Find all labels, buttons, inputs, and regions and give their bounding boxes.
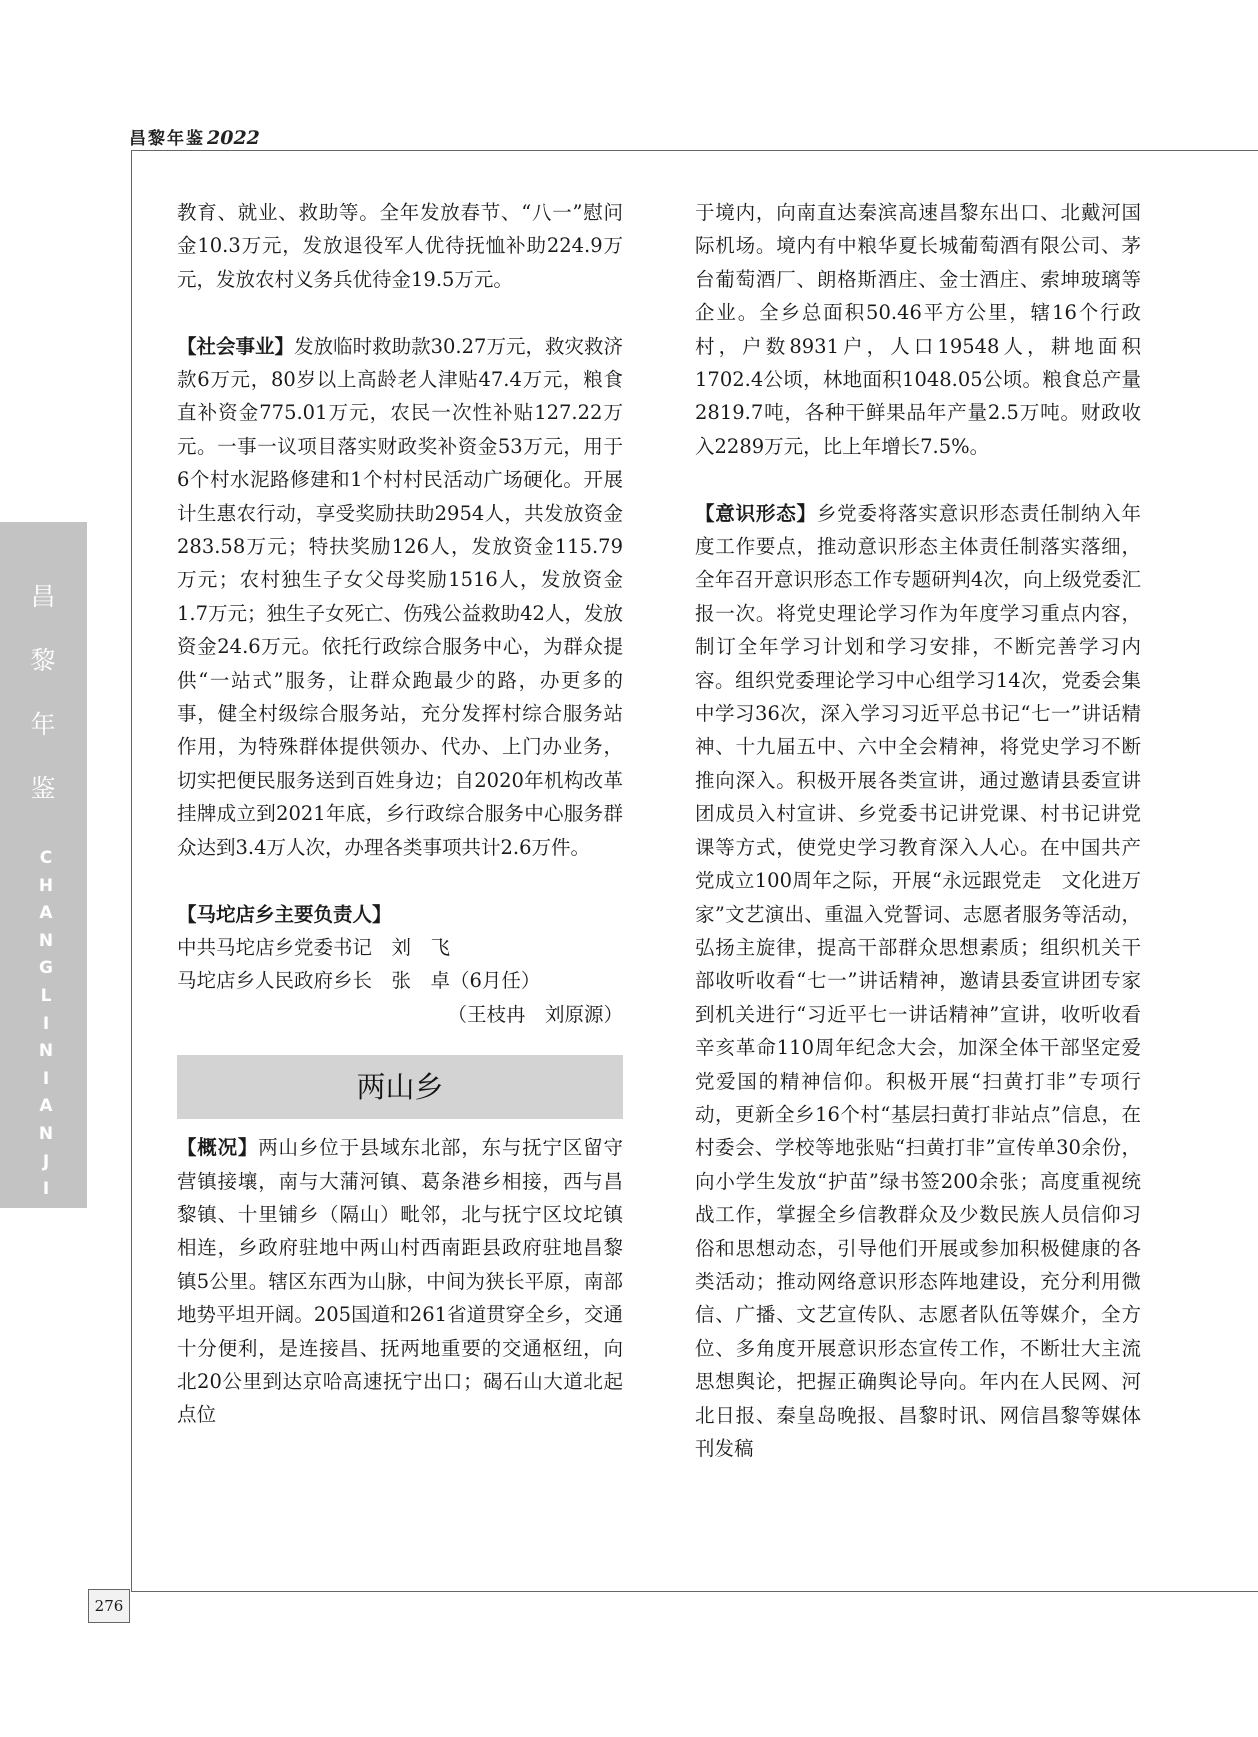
side-letter: A	[39, 1206, 53, 1227]
section-label: 【意识形态】	[695, 501, 817, 525]
paragraph-ideology	[695, 497, 1141, 1466]
side-letter: J	[42, 1151, 50, 1172]
paragraph-benefits: 教育、就业、救助等。全年发放春节、“八一”慰问金10.3万元，发放退役军人优待抚恤补助224.9万元，发放农村义务兵优待金19.5万元。	[177, 201, 623, 291]
side-letter: N	[38, 930, 54, 951]
side-tab-cn	[28, 565, 58, 821]
side-char: 年	[30, 710, 56, 739]
side-letter: I	[42, 1179, 50, 1200]
leader-township-head: 马坨店乡人民政府乡长 张 卓（6月任）	[177, 969, 541, 993]
paragraph-overview	[177, 1131, 623, 1432]
left-column	[177, 196, 623, 1432]
paragraph-overview-cont: 于境内，向南直达秦滨高速昌黎东出口、北戴河国际机场。境内有中粮华夏长城葡萄酒有限公司、茅台葡萄酒厂、朗格斯酒庄、金士酒庄、索坤玻璃等企业。全乡总面积50.46平方公里，辖16个行政村，户数8931户，人口19548人，耕地面积1702.4公顷，林地面积1048.05公顷。粮食总产量2819.7吨，各种干鲜果品年产量2.5万吨。财政收入2289万元，比上年增长7.5%。	[695, 201, 1141, 458]
side-char: 黎	[30, 646, 56, 675]
leader-party-secretary: 中共马坨店乡党委书记 刘 飞	[177, 935, 451, 959]
page-number: 276	[88, 1589, 130, 1623]
section-title-band: 两山乡	[177, 1055, 623, 1119]
section-label: 【社会事业】	[177, 334, 295, 358]
paragraph-social-affairs	[177, 330, 623, 865]
side-letter: A	[39, 1096, 53, 1117]
side-tab-en	[36, 845, 56, 1259]
frame-bottom-rule	[131, 1591, 1258, 1592]
right-column	[695, 196, 1141, 1465]
header-title: 昌黎年鉴	[129, 129, 205, 149]
side-letter: N	[38, 1123, 54, 1144]
paragraph-text: 两山乡位于县域东北部，东与抚宁区留守营镇接壤，南与大蒲河镇、葛条港乡相接，西与昌黎镇、十里铺乡（隔山）毗邻，北与抚宁区坟坨镇相连，乡政府驻地中两山村西南距县政府驻地昌黎镇5公里。辖区东西为山脉，中间为狭长平原，南部地势平坦开阔。205国道和261省道贯穿全乡，交通十分便利，是连接昌、抚两地重要的交通枢纽，向北20公里到达京哈高速抚宁出口；碣石山大道北起点位	[177, 1136, 623, 1427]
running-header	[129, 124, 260, 149]
paragraph-text: 乡党委将落实意识形态责任制纳入年度工作要点，推动意识形态主体责任制落实落细，全年召开意识形态工作专题研判4次，向上级党委汇报一次。将党史理论学习作为年度学习重点内容，制订全年学习计划和学习安排，不断完善学习内容。组织党委理论学习中心组学习14次，党委会集中学习36次，深入学习习近平总书记“七一”讲话精神、十九届五中、六中全会精神，将党史学习不断推向深入。积极开展各类宣讲，通过邀请县委宣讲团成员入村宣讲、乡党委书记讲党课、村书记讲党课等方式，使党史学习教育深入人心。在中国共产党成立100周年之际，开展“永远跟党走 文化进万家”文艺演出、重温入党誓词、志愿者服务等活动，弘扬主旋律，提高干部群众思想素质；组织机关干部收听收看“七一”讲话精神，邀请县委宣讲团专家到机关进行“习近平七一讲话精神”宣讲，收听收看辛亥革命110周年纪念大会，加深全体干部坚定爱党爱国的精神信仰。积极开展“扫黄打非”专项行动，更新全乡16个村“基层扫黄打非站点”信息，在村委会、学校等地张贴“扫黄打非”宣传单30余份，向小学生发放“护苗”绿书签200余张；高度重视统战工作，掌握全乡信教群众及少数民族人员信仰习俗和思想动态，引导他们开展或参加积极健康的各类活动；推动网络意识形态阵地建设，充分利用微信、广播、文艺宣传队、志愿者队伍等媒介，全方位、多角度开展意识形态宣传工作，不断壮大主流思想舆论，把握正确舆论导向。年内在人民网、河北日报、秦皇岛晚报、昌黎时讯、网信昌黎等媒体刊发稿	[695, 501, 1141, 1461]
leaders-heading: 【马坨店乡主要负责人】	[177, 902, 392, 926]
section-label: 【概况】	[177, 1136, 259, 1160]
side-letter: C	[39, 848, 53, 868]
paragraph-text: 发放临时救助款30.27万元，救灾救济款6万元，80岁以上高龄老人津贴47.4万元，粮食直补资金775.01万元，农民一次性补贴127.22万元。一事一议项目落实财政奖补资金53万元，用于6个村水泥路修建和1个村村民活动广场硬化。开展计生惠农行动，享受奖励扶助2954人，共发放资金283.58万元；特扶奖励126人，发放资金115.79万元；农村独生子女父母奖励1516人，发放资金1.7万元；独生子女死亡、伤残公益救助42人，发放资金24.6万元。依托行政综合服务中心，为群众提供“一站式”服务，让群众跑最少的路，办更多的事，健全村级综合服务站，充分发挥村综合服务站作用，为特殊群体提供领办、代办、上门办业务，切实把便民服务送到百姓身边；自2020年机构改革挂牌成立到2021年底，乡行政综合服务中心服务群众达到3.4万人次，办理各类事项共计2.6万件。	[177, 334, 623, 859]
frame-top-rule	[131, 150, 1258, 151]
header-year: 2022	[207, 127, 260, 149]
side-char: 昌	[30, 582, 56, 611]
side-letter: N	[38, 1234, 54, 1255]
side-letter: H	[38, 875, 54, 896]
side-letter: I	[42, 1068, 50, 1089]
side-letter: I	[42, 1013, 50, 1034]
side-letter: G	[39, 958, 53, 979]
author-signature: （王枝冉 刘原源）	[447, 1002, 623, 1026]
side-letter: L	[40, 985, 52, 1006]
side-letter: A	[39, 903, 53, 924]
side-char: 鉴	[30, 774, 56, 803]
side-letter: N	[38, 1041, 54, 1062]
frame-left-rule	[131, 150, 132, 1592]
